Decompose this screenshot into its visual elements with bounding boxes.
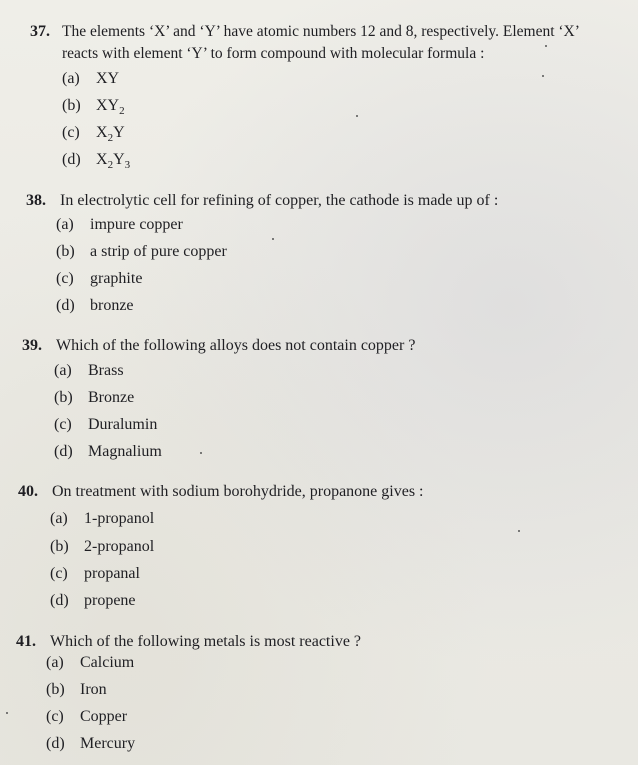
option-c[interactable] bbox=[62, 124, 125, 142]
option-text: propanal bbox=[84, 565, 140, 582]
scan-speck bbox=[356, 115, 358, 117]
option-label: (a) bbox=[54, 362, 72, 379]
option-a[interactable] bbox=[56, 216, 183, 234]
option-subscript: 2 bbox=[107, 132, 114, 144]
question-text-line2: reacts with element ‘Y’ to form compound with molecular formula : bbox=[62, 45, 485, 62]
option-text-b: Y bbox=[113, 124, 125, 141]
scan-speck bbox=[272, 238, 274, 240]
option-a[interactable] bbox=[62, 70, 119, 88]
option-text: graphite bbox=[90, 270, 143, 287]
option-c[interactable] bbox=[46, 708, 127, 726]
option-label: (b) bbox=[54, 389, 73, 406]
option-text: X bbox=[96, 151, 108, 168]
option-a[interactable] bbox=[46, 654, 134, 672]
option-text: Duralumin bbox=[88, 416, 158, 433]
option-text: XY bbox=[96, 97, 120, 114]
question-number: 41. bbox=[16, 633, 36, 650]
question-text-line1: Which of the following metals is most reactive ? bbox=[50, 633, 362, 650]
option-text: impure copper bbox=[90, 216, 183, 233]
option-label: (c) bbox=[54, 416, 72, 433]
question-number: 39. bbox=[22, 337, 42, 354]
option-label: (a) bbox=[56, 216, 74, 233]
option-label: (b) bbox=[62, 97, 81, 114]
option-b[interactable] bbox=[50, 538, 154, 556]
option-text: 1-propanol bbox=[84, 510, 155, 527]
option-text: Iron bbox=[80, 681, 107, 698]
scan-speck bbox=[6, 712, 8, 714]
option-d[interactable] bbox=[62, 151, 130, 169]
option-text: a strip of pure copper bbox=[90, 243, 227, 260]
option-d[interactable] bbox=[46, 735, 135, 753]
question-text-line1: The elements ‘X’ and ‘Y’ have atomic numbers 12 and 8, respectively. Element ‘X’ bbox=[62, 23, 580, 40]
option-text: Brass bbox=[88, 362, 124, 379]
option-label: (d) bbox=[56, 297, 75, 314]
option-b[interactable] bbox=[56, 243, 227, 261]
option-text: bronze bbox=[90, 297, 134, 314]
option-label: (c) bbox=[62, 124, 80, 141]
question-number: 38. bbox=[26, 192, 46, 209]
option-d[interactable] bbox=[54, 443, 162, 461]
option-d[interactable] bbox=[56, 297, 134, 315]
option-label: (d) bbox=[46, 735, 65, 752]
option-text: Magnalium bbox=[88, 443, 162, 460]
option-label: (b) bbox=[46, 681, 65, 698]
scan-speck bbox=[518, 530, 520, 532]
option-label: (a) bbox=[46, 654, 64, 671]
option-b[interactable] bbox=[46, 681, 107, 699]
question-number: 37. bbox=[30, 23, 50, 40]
option-text: XY bbox=[96, 70, 120, 87]
option-subscript: 2 bbox=[107, 159, 114, 171]
option-label: (b) bbox=[56, 243, 75, 260]
option-text: X bbox=[96, 124, 108, 141]
option-b[interactable] bbox=[62, 97, 125, 115]
scan-speck bbox=[200, 452, 202, 454]
option-label: (d) bbox=[54, 443, 73, 460]
question-text-line1: Which of the following alloys does not contain copper ? bbox=[56, 337, 416, 354]
option-d[interactable] bbox=[50, 592, 136, 610]
option-label: (b) bbox=[50, 538, 69, 555]
option-label: (a) bbox=[50, 510, 68, 527]
option-label: (d) bbox=[50, 592, 69, 609]
option-text: Copper bbox=[80, 708, 128, 725]
option-label: (a) bbox=[62, 70, 80, 87]
option-c[interactable] bbox=[56, 270, 142, 288]
option-subscript-b: 3 bbox=[124, 159, 131, 171]
option-text: Bronze bbox=[88, 389, 135, 406]
question-number: 40. bbox=[18, 483, 38, 500]
question-text-line1: On treatment with sodium borohydride, propanone gives : bbox=[52, 483, 424, 500]
option-a[interactable] bbox=[54, 362, 124, 380]
option-label: (d) bbox=[62, 151, 81, 168]
option-text: Mercury bbox=[80, 735, 136, 752]
option-text-b: Y bbox=[113, 151, 125, 168]
option-label: (c) bbox=[46, 708, 64, 725]
option-b[interactable] bbox=[54, 389, 134, 407]
option-text: Calcium bbox=[80, 654, 135, 671]
option-label: (c) bbox=[56, 270, 74, 287]
option-text: 2-propanol bbox=[84, 538, 155, 555]
option-c[interactable] bbox=[50, 565, 140, 583]
option-text: propene bbox=[84, 592, 136, 609]
scan-speck bbox=[545, 45, 547, 47]
option-label: (c) bbox=[50, 565, 68, 582]
option-a[interactable] bbox=[50, 510, 154, 528]
option-subscript: 2 bbox=[119, 105, 125, 117]
scan-speck bbox=[542, 75, 544, 77]
question-text-line1: In electrolytic cell for refining of copper, the cathode is made up of : bbox=[60, 192, 499, 209]
option-c[interactable] bbox=[54, 416, 157, 434]
